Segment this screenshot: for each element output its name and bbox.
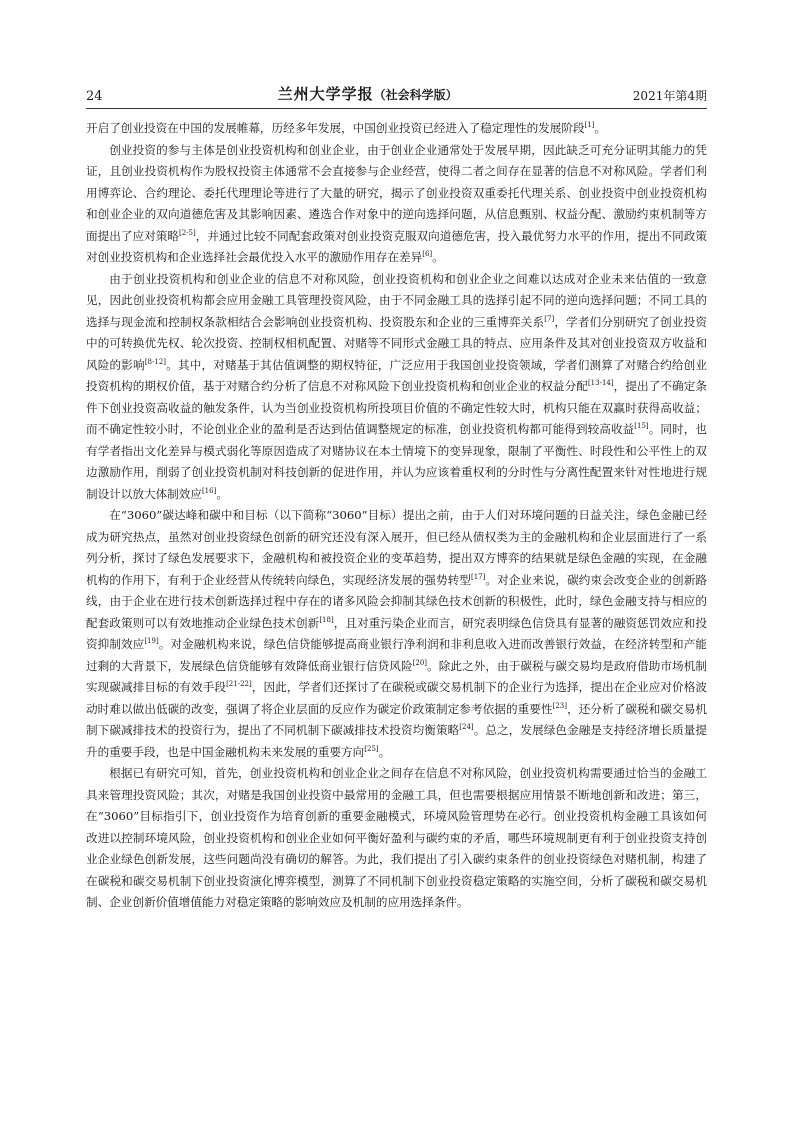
body-paragraph bbox=[86, 118, 707, 140]
citation-ref: [23] bbox=[552, 701, 567, 710]
citation-ref: [19] bbox=[144, 637, 159, 646]
paragraph-text: 。 bbox=[216, 486, 228, 501]
journal-name: 兰州大学学报 bbox=[277, 85, 374, 103]
paragraph-text: 。 bbox=[432, 250, 444, 264]
citation-ref: [17] bbox=[470, 572, 486, 581]
citation-ref: [8-12] bbox=[144, 357, 167, 366]
citation-ref: [16] bbox=[201, 486, 217, 495]
citation-ref: [15] bbox=[634, 422, 649, 431]
issue-label: 2021年第4期 bbox=[632, 89, 707, 103]
citation-ref: [21-22] bbox=[226, 680, 252, 689]
page-number: 24 bbox=[86, 89, 103, 104]
body-paragraph bbox=[86, 269, 707, 506]
citation-ref: [13-14] bbox=[587, 379, 614, 388]
paragraph-text: 。同时，也有学者指出文化差异与模式弱化等原因造成了对赌协议在本土情境下的变异现象，限制了平衡性、时段性和公平性上的双边激励作用，削弱了创业投资机制对科技创新的促进作用，并认为应该着重权利的分时性与分离性配置来针对性地进行规制设计以放大体制效应 bbox=[86, 422, 707, 501]
paragraph-text: 在“3060”碳达峰和碳中和目标（以下简称“3060”目标）提出之前，由于人们对环境问题的日益关注，绿色金融已经成为研究热点，虽然对创业投资绿色创新的研究还没有深入展开，但已经从债权类为主的金融机构和企业层面进行了一系列分析，探讨了绿色发展要求下，金融机构和被投资企业的变革趋势，提出双方博弈的结果就是绿色金融的实现，在金融机构的作用下，有利于企业经营从传统转向绿色，实现经济发展的强势转型 bbox=[86, 508, 707, 587]
paragraph-text: 根据已有研究可知，首先，创业投资机构和创业企业之间存在信息不对称风险，创业投资机构需要通过恰当的金融工具来管理投资风险；其次，对赌是我国创业投资中最常用的金融工具，但也需要根据应用情景不断地创新和改进；第三，在“3060”目标指引下，创业投资作为培育创新的重要金融模式，环境风险管理势在必行。创业投资机构金融工具该如何改进以控制环境风险，创业投资机构和创业企业如何平衡好盈利与碳约束的矛盾，哪些环境规制更有利于创业投资支持创业企业绿色创新发展，这些问题尚没有确切的解答。为此，我们提出了引入碳约束条件的创业投资绿色对赌机制，构建了在碳税和碳交易机制下创业投资演化博弈模型，测算了不同机制下创业投资稳定策略的实施空间，分析了碳税和碳交易机制、企业创新价值增值能力对稳定策略的影响效应及机制的应用选择条件。 bbox=[86, 766, 707, 909]
paragraph-text: 。 bbox=[378, 744, 391, 759]
body-paragraph bbox=[86, 140, 707, 269]
paragraph-text: ，还分析了碳税和碳交易机制下碳减排技术的投资行为，提出了不同机制下碳减排技术投资均衡策略 bbox=[86, 701, 707, 737]
paragraph-text: 。除此之外，由于碳税与碳交易均是政府借助市场机制实现碳减排目标的有效手段 bbox=[86, 658, 707, 694]
paragraph-text: 创业投资的参与主体是创业投资机构和创业企业，由于创业企业通常处于发展早期，因此缺乏可充分证明其能力的凭证，且创业投资机构作为股权投资主体通常不会直接参与企业经营，使得二者之间存在显著的信息不对称风险。学者们利用博弈论、合约理论、委托代理理论等进行了大量的研究，揭示了创业投资双重委托代理关系、创业投资中创业投资机构和创业企业的双向道德危害及其影响因素、遴选合作对象中的逆向选择问题，从信息甄别、权益分配、激励约束机制等方面提出了应对策略 bbox=[86, 142, 707, 243]
citation-ref: [25] bbox=[364, 744, 379, 753]
citation-ref: [1] bbox=[584, 121, 595, 130]
citation-ref: [2-5] bbox=[178, 228, 196, 237]
citation-ref: [24] bbox=[459, 723, 474, 732]
page-header bbox=[86, 84, 707, 104]
header-rule bbox=[86, 108, 707, 109]
paragraph-text: ，因此，学者们还探讨了在碳税或碳交易机制下的企业行为选择，提出在企业应对价格波动时难以做出低碳的改变，强调了将企业层面的反应作为碳定价政策制定参考依据的重要性 bbox=[86, 680, 707, 716]
paragraph-text: 。 bbox=[594, 121, 607, 135]
paragraph-text: ，学者们分别研究了创业投资中的可转换优先权、轮次投资、控制权相机配置、对赌等不同形式金融工具的特点、应用条件及其对创业投资双方收益和风险的影响 bbox=[86, 314, 707, 372]
paragraph-text: 。总之，发展绿色金融是支持经济增长质量提升的重要手段，也是中国金融机构未来发展的重要方向 bbox=[86, 723, 707, 759]
paragraph-text: ，提出了不确定条件下创业投资高收益的触发条件，认为当创业投资机构所投项目价值的不确定性较大时，机构只能在双赢时获得高收益；而不确定性较小时，不论创业企业的盈利是否达到估值调整规定的标准，创业投资机构都可能得到较高收益 bbox=[86, 379, 707, 436]
paragraph-text: 由于创业投资机构和创业企业的信息不对称风险，创业投资机构和创业企业之间难以达成对企业未来估值的一致意见，因此创业投资机构都会应用金融工具管理投资风险，由于不同金融工具的选择引起不同的逆向选择问题；不同工具的选择与现金流和控制权条款相结合会影响创业投资机构、投资股东和企业的三重博弈关系 bbox=[86, 271, 707, 329]
body-paragraph bbox=[86, 763, 707, 914]
citation-ref: [6] bbox=[422, 250, 433, 259]
paragraph-text: ，且对重污染企业而言，研究表明绿色信贷具有显著的融资惩罚效应和投资抑制效应 bbox=[86, 615, 707, 651]
journal-subtitle: （社会科学版） bbox=[373, 88, 458, 102]
paragraph-text: 开启了创业投资在中国的发展帷幕，历经多年发展，中国创业投资已经进入了稳定理性的发展阶段 bbox=[86, 121, 585, 135]
paragraph-text: ，并通过比较不同配套政策对创业投资克服双向道德危害，投入最优努力水平的作用，提出不同政策对创业投资机构和企业选择社会最优投入水平的激励作用存在差异 bbox=[86, 228, 707, 264]
paragraph-text: 。其中，对赌基于其估值调整的期权特征，广泛应用于我国创业投资领域，学者们测算了对赌合约给创业投资机构的期权价值，基于对赌合约分析了信息不对称风险下创业投资机构和创业企业的权益分配 bbox=[86, 357, 707, 393]
paragraph-text: 。对金融机构来说，绿色信贷能够提高商业银行净利润和非利息收入进而改善银行效益，在经济转型和产能过剩的大背景下，发展绿色信贷能够有效降低商业银行信贷风险 bbox=[86, 637, 707, 673]
paragraph-text: 。对企业来说，碳约束会改变企业的创新路线，由于企业在进行技术创新选择过程中存在的诸多风险会抑制其绿色技术创新的积极性，此时，绿色金融支持与相应的配套政策则可以有效地推动企业绿色技术创新 bbox=[86, 572, 707, 630]
body-paragraph bbox=[86, 505, 707, 763]
citation-ref: [7] bbox=[544, 314, 555, 323]
citation-ref: [18] bbox=[319, 615, 334, 624]
article-body bbox=[86, 118, 707, 1048]
journal-title bbox=[278, 83, 458, 104]
citation-ref: [20] bbox=[412, 658, 428, 667]
